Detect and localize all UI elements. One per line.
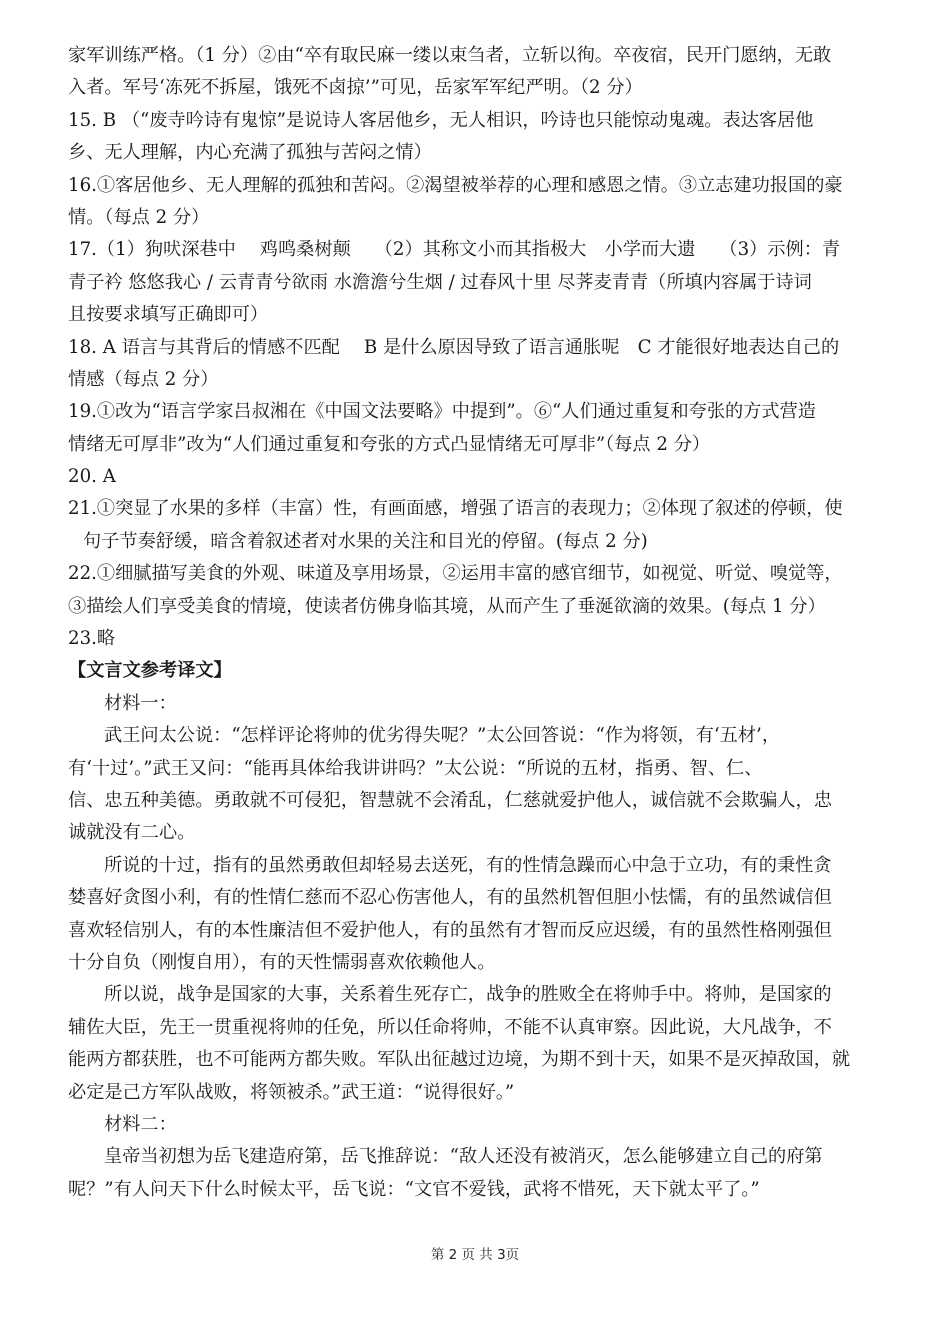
document-page xyxy=(68,40,883,1206)
translation-line: 所说的十过，指有的虽然勇敢但却轻易去送死，有的性情急躁而心中急于立功，有的秉性贪 xyxy=(104,854,832,876)
answer-line: ③描绘人们享受美食的情境，使读者仿佛身临其境，从而产生了垂涎欲滴的效果。(每点 1 分） xyxy=(68,595,826,617)
answer-line: 且按要求填写正确即可） xyxy=(68,304,269,326)
translation-line: 有‘十过’。”武王又问：“能再具体给我讲讲吗？”太公说：“所说的五材，指勇、智、仁、 xyxy=(68,757,763,779)
answer-line: 乡、无人理解，内心充满了孤独与苦闷之情） xyxy=(68,142,432,164)
answer-20: 20. A xyxy=(68,466,116,488)
answer-line: 情绪无可厚非”改为“人们通过重复和夸张的方式凸显情绪无可厚非”（每点 2 分） xyxy=(68,433,711,455)
answer-15: 15. B （“废寺吟诗有鬼惊”是说诗人客居他乡，无人相识，吟诗也只能惊动鬼魂。表达客居他 xyxy=(68,109,814,131)
translation-line: 武王问太公说：“怎样评论将帅的优劣得失呢？”太公回答说：“作为将领，有‘五材’， xyxy=(104,725,781,747)
answer-22: 22.①细腻描写美食的外观、味道及享用场景，②运用丰富的感官细节，如视觉、听觉、嗅觉等， xyxy=(68,563,843,585)
translation-heading: 【文言文参考译文】 xyxy=(68,660,232,682)
answer-23: 23.略 xyxy=(68,628,116,650)
answer-19: 19.①改为“语言学家吕叔湘在《中国文法要略》中提到”。⑥“人们通过重复和夸张的方式营造 xyxy=(68,401,816,423)
answer-17: 17.（1）狗吠深巷中 鸡鸣桑树颠 （2）其称文小而其指极大 小学而大遗 （3）示例：青 xyxy=(68,239,841,261)
material-two-label: 材料二： xyxy=(104,1113,177,1135)
translation-line: 信、忠五种美德。勇敢就不可侵犯，智慧就不会淆乱，仁慈就爱护他人，诚信就不会欺骗人，忠 xyxy=(68,789,832,811)
answer-line: 情感（每点 2 分） xyxy=(68,368,219,390)
translation-line: 十分自负（刚愎自用），有的天性懦弱喜欢依赖他人。 xyxy=(68,951,496,973)
translation-line: 所以说，战争是国家的大事，关系着生死存亡，战争的胜败全在将帅手中。将帅，是国家的 xyxy=(104,984,832,1006)
answer-16: 16.①客居他乡、无人理解的孤独和苦闷。②渴望被举荐的心理和感恩之情。③立志建功报国的豪 xyxy=(68,174,843,196)
translation-line: 喜欢轻信别人，有的本性廉洁但不爱护他人，有的虽然有才智而反应迟缓，有的虽然性格刚强但 xyxy=(68,919,832,941)
answer-line: 青子衿 悠悠我心 / 云青青兮欲雨 水澹澹兮生烟 / 过春风十里 尽荠麦青青（所填内容属于诗词 xyxy=(68,271,812,293)
answer-18: 18. A 语言与其背后的情感不匹配 B 是什么原因导致了语言通胀呢 C 才能很好地表达自己的 xyxy=(68,336,840,358)
translation-line: 婪喜好贪图小利，有的性情仁慈而不忍心伤害他人，有的虽然机智但胆小怯懦，有的虽然诚信但 xyxy=(68,887,832,909)
translation-line: 呢？”有人问天下什么时候太平，岳飞说：“文官不爱钱，武将不惜死，天下就太平了。” xyxy=(68,1178,760,1200)
answer-line: 句子节奏舒缓，暗含着叙述者对水果的关注和目光的停留。(每点 2 分) xyxy=(83,530,648,552)
answer-line: 家军训练严格。（1 分）②由“卒有取民麻一缕以束刍者，立斩以徇。卒夜宿，民开门愿纳，无敢 xyxy=(68,45,832,66)
page-number-footer: 第 2 页 共 3页 xyxy=(430,1247,520,1263)
translation-line: 能两方都获胜，也不可能两方都失败。军队出征越过边境，为期不到十天，如果不是灭掉敌国，就 xyxy=(68,1049,851,1071)
translation-line: 辅佐大臣，先王一贯重视将帅的任免，所以任命将帅，不能不认真审察。因此说，大凡战争，不 xyxy=(68,1016,832,1038)
answer-21: 21.①突显了水果的多样（丰富）性，有画面感，增强了语言的表现力；②体现了叙述的停顿，使 xyxy=(68,498,843,520)
material-one-label: 材料一： xyxy=(104,692,177,714)
translation-line: 必定是己方军队战败，将领被杀。”武王道：“说得很好。” xyxy=(68,1081,515,1103)
answer-line: 情。（每点 2 分） xyxy=(68,206,210,228)
translation-line: 皇帝当初想为岳飞建造府第，岳飞推辞说：“敌人还没有被消灭，怎么能够建立自己的府第 xyxy=(104,1146,823,1168)
answer-line: 入者。军号‘冻死不拆屋，饿死不卤掠’”可见，岳家军军纪严明。（2 分） xyxy=(68,77,643,99)
translation-line: 诚就没有二心。 xyxy=(68,822,196,844)
